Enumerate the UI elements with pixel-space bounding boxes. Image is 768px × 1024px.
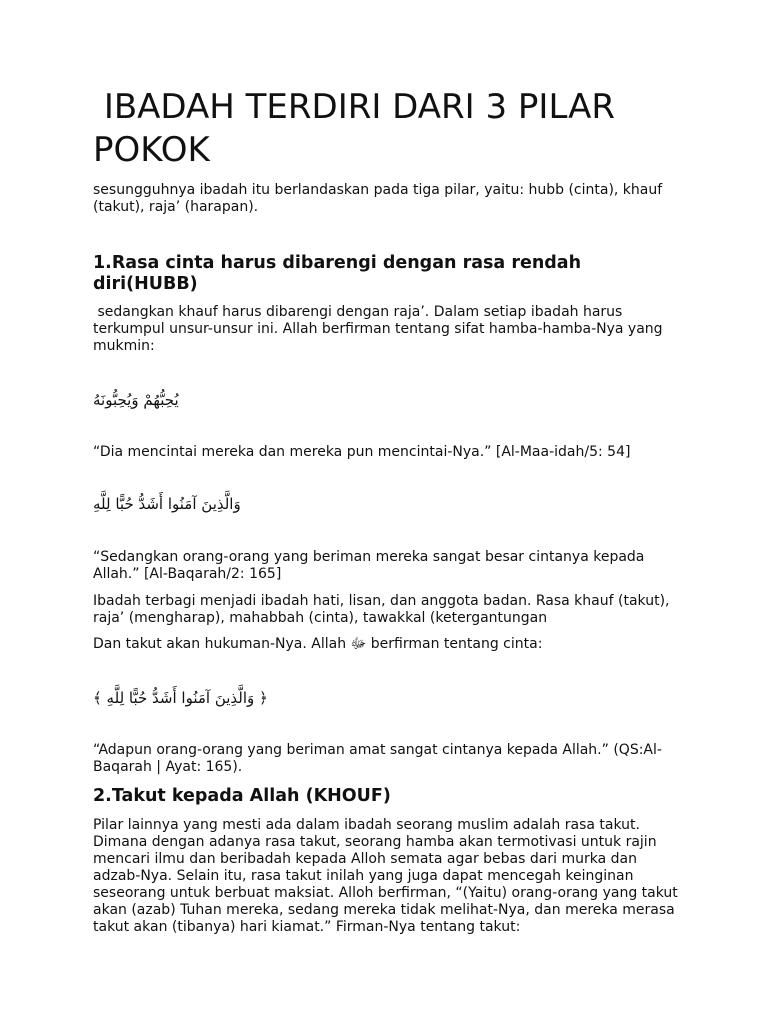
ibadah-types-paragraph: Ibadah terbagi menjadi ibadah hati, lisan, dan anggota badan. Rasa khauf (takut), raja’ (mengharap), mahabbah (cinta), tawakkal (ketergantungan xyxy=(93,593,674,626)
verse-3-translation: “Adapun orang-orang yang beriman amat sangat cintanya kepada Allah.” (QS:Al-Baqarah | Ayat: 165). xyxy=(93,742,662,775)
arabic-verse-3: ﴿ وَالَّذِينَ آمَنُوا أَشَدُّ حُبًّا لِلَّهِ ﴾ xyxy=(93,689,268,707)
allah-berfirman-paragraph: Dan takut akan hukuman-Nya. Allah ﷻ berfirman tentang cinta: xyxy=(93,636,543,652)
arabic-verse-1: يُحِبُّهُمْ وَيُحِبُّونَهُ xyxy=(93,391,179,409)
section-2-heading: 2.Takut kepada Allah (KHOUF) xyxy=(93,786,391,806)
section-1-paragraph: sedangkan khauf harus dibarengi dengan raja’. Dalam setiap ibadah harus terkumpul unsur-unsur ini. Allah berfirman tentang sifat hamba-hamba-Nya yang mukmin: xyxy=(93,304,667,354)
verse-1-translation: “Dia mencintai mereka dan mereka pun mencintai-Nya.” [Al-Maa-idah/5: 54] xyxy=(93,444,631,460)
intro-paragraph: sesungguhnya ibadah itu berlandaskan pada tiga pilar, yaitu: hubb (cinta), khauf (takut), raja’ (harapan). xyxy=(93,182,667,215)
verse-2-translation: “Sedangkan orang-orang yang beriman mereka sangat besar cintanya kepada Allah.” [Al-Baqarah/2: 165] xyxy=(93,549,649,582)
page-title: IBADAH TERDIRI DARI 3 PILAR POKOK xyxy=(93,87,626,170)
section-1-heading: 1.Rasa cinta harus dibarengi dengan rasa rendah diri(HUBB) xyxy=(93,253,582,294)
arabic-verse-2: وَالَّذِينَ آمَنُوا أَشَدُّ حُبًّا لِلَّهِ xyxy=(93,495,241,513)
section-2-paragraph: Pilar lainnya yang mesti ada dalam ibadah seorang muslim adalah rasa takut. Dimana dengan adanya rasa takut, seorang hamba akan termotivasi untuk rajin mencari ilmu dan beribadah kepada Alloh semata agar bebas dari murka dan adzab-Nya. Selain itu, rasa takut inilah yang juga dapat mencegah keinginan seseorang untuk berbuat maksiat. Alloh berfirman, “(Yaitu) orang-orang yang takut akan (azab) Tuhan mereka, sedang mereka tidak melihat-Nya, dan mereka merasa takut akan (tibanya) hari kiamat.” Firman-Nya tentang takut: xyxy=(93,817,683,935)
